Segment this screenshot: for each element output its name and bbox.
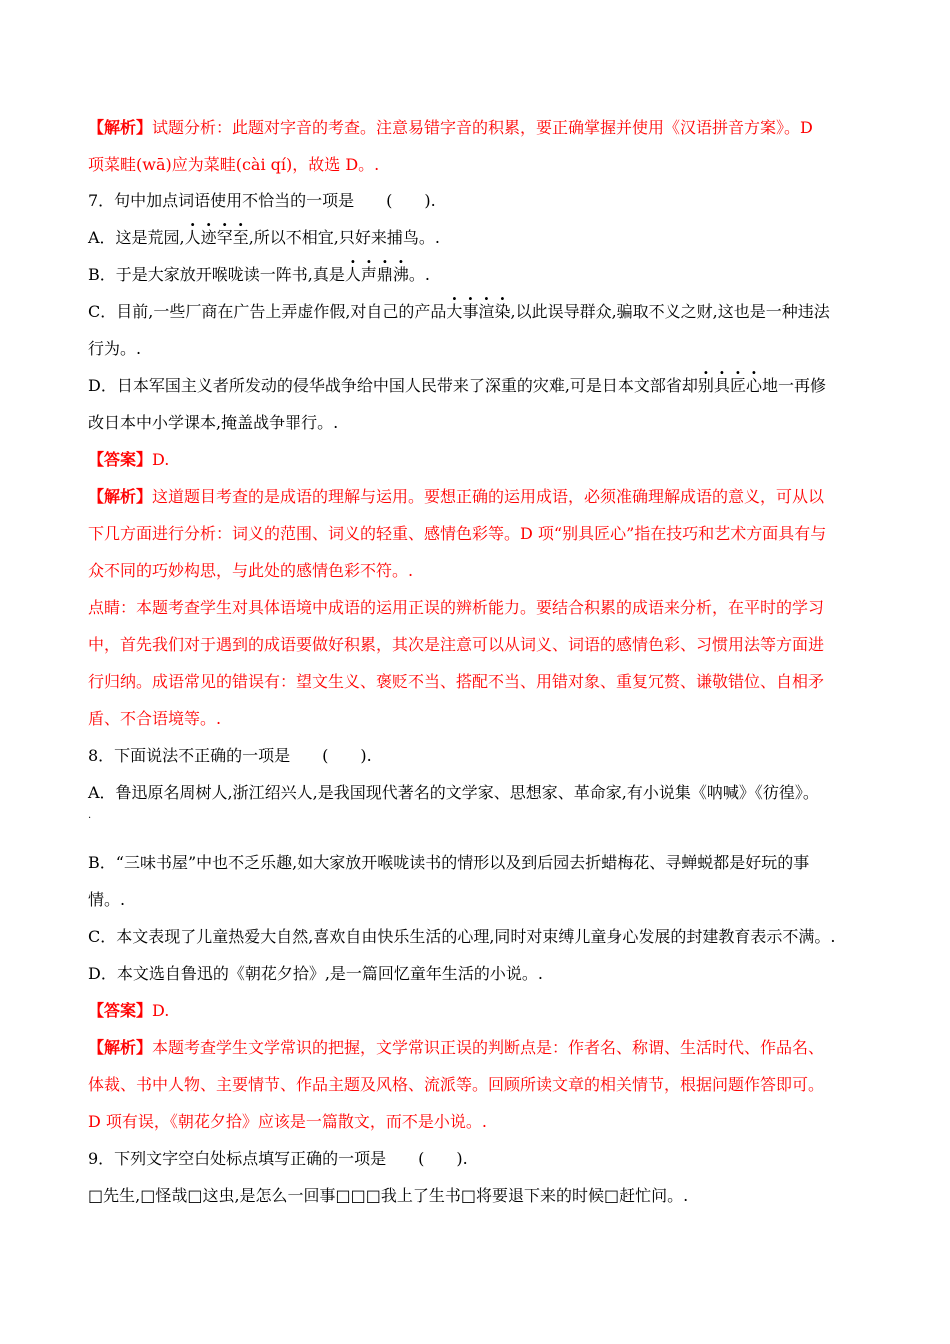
analysis-tag: 【解析】 (88, 487, 153, 506)
q8-analysis-line-2: 体裁、书中人物、主要情节、作品主题及风格、流派等。回顾所读文章的相关情节，根据问题作答即可。 (88, 1075, 825, 1094)
q7-analysis-line-2: 下几方面进行分析：词义的范围、词义的轻重、感情色彩等。D 项“别具匠心”指在技巧和艺术方面具有与 (88, 524, 827, 543)
dotted-char: 染 (494, 302, 511, 321)
answer-tag: 【答案】 (88, 1001, 153, 1020)
q7-note-line-1: 点睛：本题考查学生对具体语境中成语的运用正误的辨析能力。要结合积累的成语来分析，在平时的学习 (88, 598, 825, 617)
q6-analysis-line-1: 【解析】试题分析：此题对字音的考查。注意易错字音的积累，要正确掌握并使用《汉语拼音方案》。D (88, 118, 813, 137)
dotted-char: 声 (360, 265, 377, 284)
dotted-char: 人 (344, 265, 361, 284)
dotted-char: 迹 (200, 228, 217, 247)
dotted-char: 心 (745, 376, 762, 395)
q7-option-d-line-2: 改日本中小学课本,掩盖战争罪行。. (88, 413, 339, 432)
q8-analysis-line-1: 【解析】本题考查学生文学常识的把握，文学常识正误的判断点是：作者名、称谓、生活时代、作品名、 (88, 1038, 825, 1057)
q8-option-a-line-2: . (88, 810, 92, 821)
q8-option-b-line-2: 情。. (88, 890, 126, 909)
q7-answer: 【答案】D. (88, 450, 170, 469)
q8-option-a: A．鲁迅原名周树人,浙江绍兴人,是我国现代著名的文学家、思想家、革命家,有小说集《呐喊》《彷徨》。 (88, 783, 819, 802)
q8-option-c: C．本文表现了儿童热爱大自然,喜欢自由快乐生活的心理,同时对束缚儿童身心发展的封建教育表示不满。. (88, 927, 836, 946)
dotted-char: 沸 (392, 265, 409, 284)
q7-option-c: C．目前,一些厂商在广告上弄虚作假,对自己的产品大事渲染,以此误导群众,骗取不义之财,这也是一种违法 (88, 302, 830, 321)
q7-stem: 7．句中加点词语使用不恰当的一项是 ( ). (88, 191, 436, 210)
q7-note-line-2: 中，首先我们对于遇到的成语要做好积累，其次是注意可以从词义、词语的感情色彩、习惯用法等方面进 (88, 635, 825, 654)
q7-analysis-line-3: 众不同的巧妙构思，与此处的感情色彩不符。. (88, 561, 414, 580)
q7-note-line-4: 盾、不合语境等。. (88, 709, 222, 728)
q9-stem: 9．下列文字空白处标点填写正确的一项是 ( ). (88, 1149, 468, 1168)
q8-option-d: D．本文选自鲁迅的《朝花夕拾》,是一篇回忆童年生活的小说。. (88, 964, 544, 983)
q7-option-d: D．日本军国主义者所发动的侵华战争给中国人民带来了深重的灾难,可是日本文部省却别具匠心地一再修 (88, 376, 826, 395)
answer-tag: 【答案】 (88, 450, 153, 469)
dotted-char: 至 (232, 228, 249, 247)
q7-option-c-line-2: 行为。. (88, 339, 142, 358)
dotted-char: 大 (446, 302, 463, 321)
q8-analysis-line-3: D 项有误，《朝花夕拾》应该是一篇散文，而不是小说。. (88, 1112, 488, 1131)
q8-option-b: B．“三味书屋”中也不乏乐趣,如大家放开喉咙读书的情形以及到后园去折蜡梅花、寻蝉蜕都是好玩的事 (88, 853, 810, 872)
dotted-char: 事 (462, 302, 479, 321)
analysis-tag: 【解析】 (88, 118, 153, 137)
analysis-tag: 【解析】 (88, 1038, 153, 1057)
q7-note-line-3: 行归纳。成语常见的错误有：望文生义、褒贬不当、搭配不当、用错对象、重复冗赘、谦敬错位、自相矛 (88, 672, 825, 691)
q6-analysis-line-2: 项菜畦(wā)应为菜畦(cài qí)，故选 D。. (88, 155, 380, 174)
dotted-char: 渲 (478, 302, 495, 321)
q7-analysis-line-1: 【解析】这道题目考查的是成语的理解与运用。要想正确的运用成语，必须准确理解成语的意义，可从以 (88, 487, 825, 506)
dotted-char: 匠 (729, 376, 746, 395)
dotted-char: 人 (184, 228, 201, 247)
dotted-char: 鼎 (376, 265, 393, 284)
q8-answer: 【答案】D. (88, 1001, 170, 1020)
dotted-char: 具 (713, 376, 730, 395)
dotted-char: 别 (697, 376, 714, 395)
q7-option-b: B．于是大家放开喉咙读一阵书,真是人声鼎沸。. (88, 265, 431, 284)
q8-stem: 8．下面说法不正确的一项是 ( ). (88, 746, 372, 765)
dotted-char: 罕 (216, 228, 233, 247)
q7-option-a: A．这是荒园,人迹罕至,所以不相宜,只好来捕鸟。. (88, 228, 440, 247)
q9-passage: □先生,□怪哉□这虫,是怎么一回事□□□我上了生书□将要退下来的时候□赶忙问。. (88, 1186, 689, 1205)
